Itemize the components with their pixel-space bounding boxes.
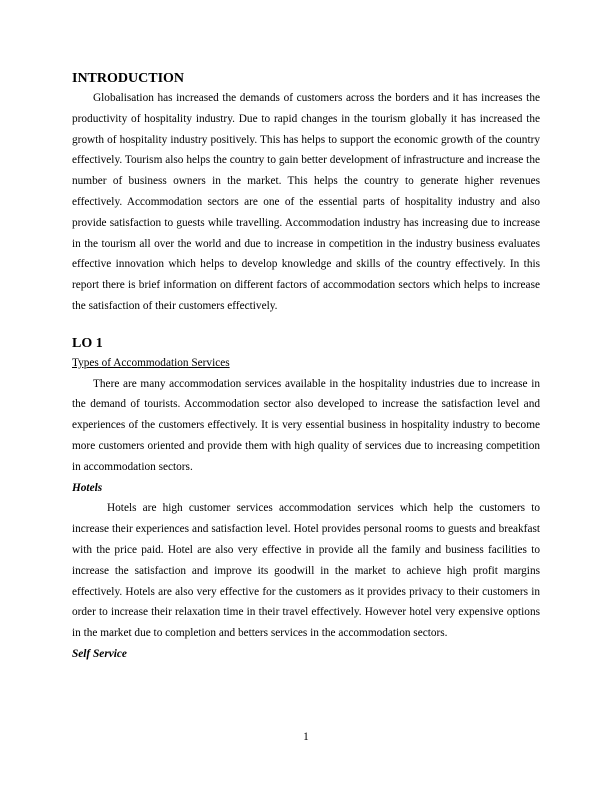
page-number: 1 — [303, 731, 309, 743]
types-of-accommodation-paragraph: There are many accommodation services available in the hospitality industries due to increase in the demand of tourists. Accommodation sector also developed to increase the satisfaction level and experiences of the customers effectively. It is very essential business in hospitality industry to become more customers oriented and provide them with high quality of services due to increasing competition in accommodation sectors. — [72, 377, 540, 473]
introduction-heading: INTRODUCTION — [72, 71, 185, 86]
hotels-heading: Hotels — [72, 481, 103, 494]
hotels-paragraph: Hotels are high customer services accommodation services which help the customers to increase their experiences and satisfaction level. Hotel provides personal rooms to guests and breakfast with the price paid. Hotel are also very effective in provide all the family and business facilities to increase the satisfaction and improve its goodwill in the market to achieve high profit margins effectively. Hotels are also very effective for the customers as it provides privacy to their customers in order to increase their relaxation time in their travel effectively. However hotel very expensive options in the market due to completion and betters services in the accommodation sectors. — [72, 502, 540, 640]
section-spacer — [72, 317, 540, 335]
lo1-heading: LO 1 — [72, 335, 103, 351]
introduction-paragraph: Globalisation has increased the demands of customers across the borders and it has increases the productivity of hospitality industry. Due to rapid changes in the tourism globally it has increased the growth of hospitality industry positively. This has helps to support the economic growth of the country effectively. Tourism also helps the country to gain better development of infrastructure and increase the number of business owners in the market. This helps the country to generate higher revenues effectively. Accommodation sectors are one of the essential parts of hospitality industry and also provide satisfaction to guests while travelling. Accommodation industry has increasing due to increase in the tourism all over the world and due to increase in competition in the industry business evaluates effective innovation which helps to develop knowledge and skills of the country effectively. In this report there is brief information on different factors of accommodation sectors which helps to increase the satisfaction of their customers effectively. — [72, 92, 540, 312]
document-page — [72, 70, 540, 665]
self-service-heading: Self Service — [72, 647, 127, 660]
types-of-accommodation-subheading: Types of Accommodation Services — [72, 356, 230, 369]
